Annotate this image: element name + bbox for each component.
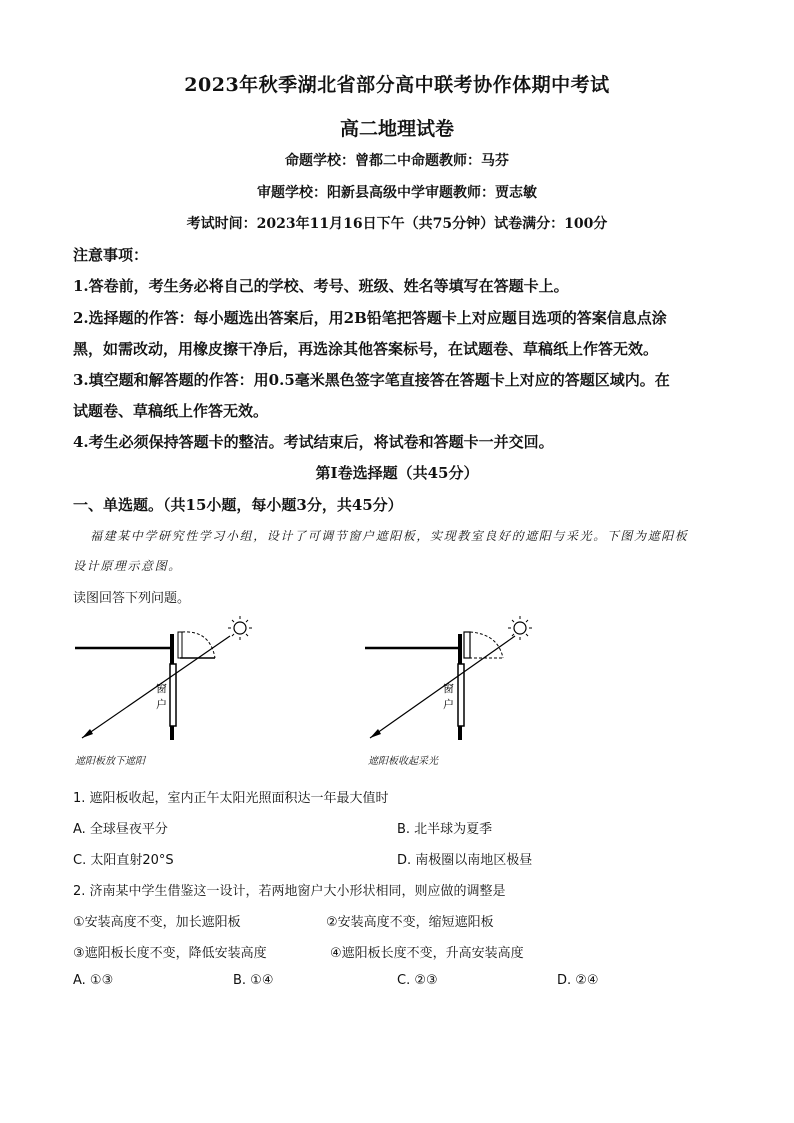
question-stem: 2. 济南某中学生借鉴这一设计，若两地窗户大小形状相同，则应做的调整是 [73, 884, 506, 899]
window-label: 户 [443, 698, 454, 711]
school-line: 命题学校：曾都二中命题教师：马芬 [285, 153, 509, 169]
option-c: C. ②③ [397, 973, 438, 988]
option-d: D. 南极圈以南地区极昼 [397, 853, 533, 868]
choice-item: ①安装高度不变，加长遮阳板 [73, 915, 241, 930]
part-title: 第Ⅰ卷选择题（共45分） [315, 464, 479, 482]
diagram-shade-up [365, 616, 532, 740]
option-b: B. ①④ [233, 973, 274, 988]
option-d: D. ②④ [557, 973, 599, 988]
window-label: 窗 [443, 682, 454, 695]
window-label: 户 [156, 698, 167, 711]
option-c: C. 太阳直射20°S [73, 853, 174, 868]
material-line: 福建某中学研究性学习小组，设计了可调节窗户遮阳板，实现教室良好的遮阳与采光。下图为遮阳板 [90, 529, 689, 543]
question-stem: 1. 遮阳板收起，室内正午太阳光照面积达一年最大值时 [73, 791, 389, 806]
notice-heading: 注意事项： [73, 246, 149, 264]
notice-line: 2.选择题的作答：每小题选出答案后，用2B铅笔把答题卡上对应题目选项的答案信息点涂 [73, 309, 667, 327]
section-heading: 一、单选题。（共15小题，每小题3分，共45分） [73, 496, 403, 514]
question-prompt: 读图回答下列问题。 [73, 591, 191, 606]
exam-title: 2023年秋季湖北省部分高中联考协作体期中考试 [184, 74, 610, 96]
left-caption: 遮阳板放下遮阳 [75, 756, 145, 767]
right-caption: 遮阳板收起采光 [368, 756, 438, 767]
time-line: 考试时间：2023年11月16日下午（共75分钟）试卷满分：100分 [186, 216, 608, 232]
exam-subtitle: 高二地理试卷 [339, 118, 454, 140]
material-line: 设计原理示意图。 [73, 559, 182, 573]
choice-item: ②安装高度不变，缩短遮阳板 [326, 915, 494, 930]
sunshade-diagram [60, 612, 700, 772]
notice-line: 试题卷、草稿纸上作答无效。 [73, 402, 269, 420]
notice-line: 3.填空题和解答题的作答：用0.5毫米黑色签字笔直接答在答题卡上对应的答题区域内。在 [73, 371, 670, 389]
notice-line: 黑，如需改动，用橡皮擦干净后，再选涂其他答案标号，在试题卷、草稿纸上作答无效。 [73, 340, 659, 358]
diagram-shade-down [75, 616, 252, 740]
option-a: A. ①③ [73, 973, 114, 988]
review-line: 审题学校：阳新县高级中学审题教师：贾志敏 [257, 185, 537, 201]
choice-item: ④遮阳板长度不变，升高安装高度 [330, 946, 524, 961]
option-a: A. 全球昼夜平分 [73, 822, 168, 837]
notice-line: 1.答卷前，考生务必将自己的学校、考号、班级、姓名等填写在答题卡上。 [73, 277, 569, 295]
option-b: B. 北半球为夏季 [397, 822, 493, 837]
choice-item: ③遮阳板长度不变，降低安装高度 [73, 946, 267, 961]
window-label: 窗 [156, 682, 167, 695]
notice-line: 4.考生必须保持答题卡的整洁。考试结束后，将试卷和答题卡一并交回。 [73, 433, 554, 451]
